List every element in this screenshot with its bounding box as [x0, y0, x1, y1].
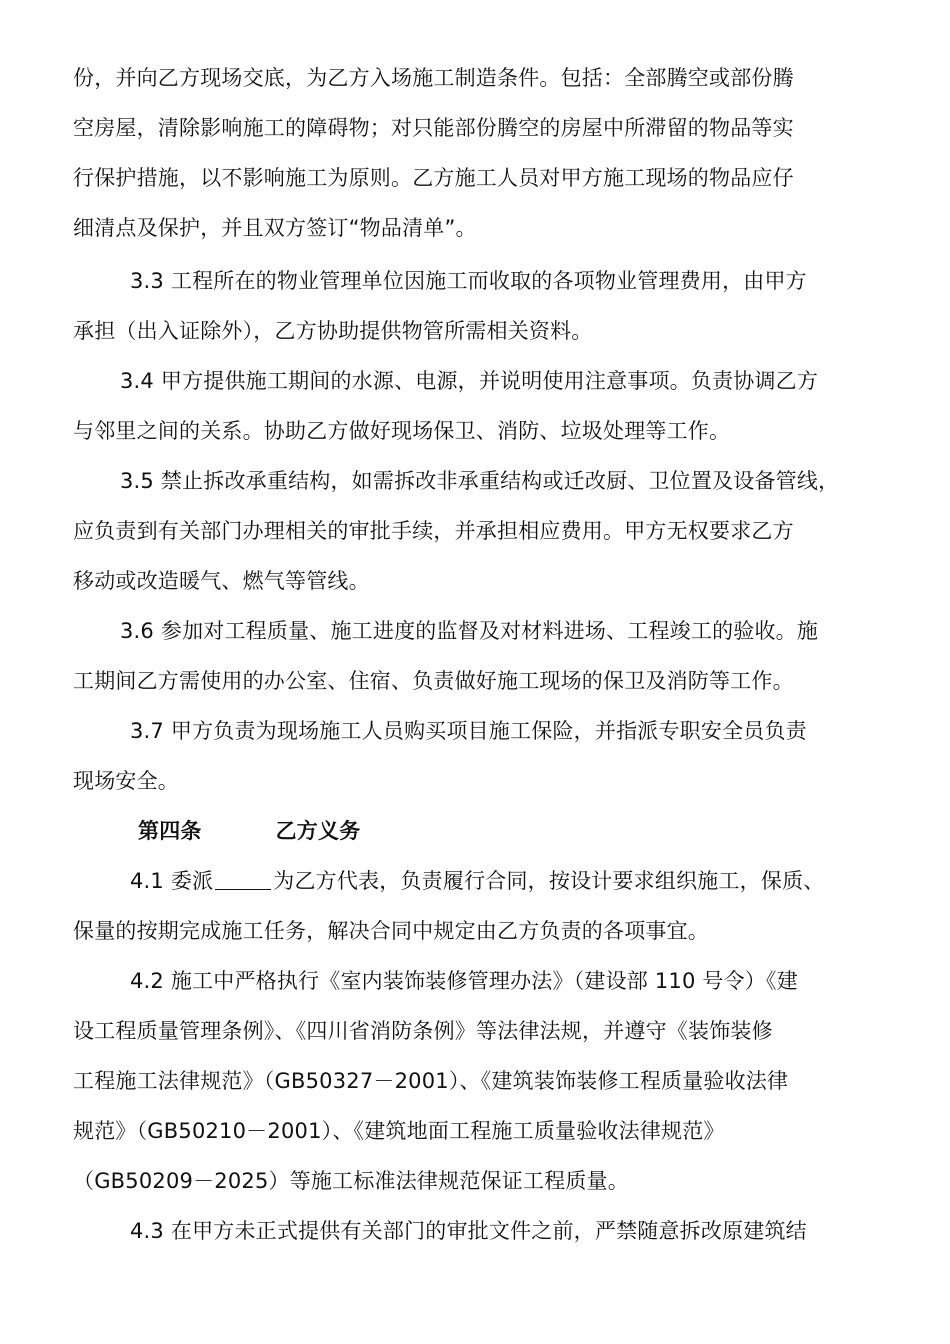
- clause-4-1: [130, 866, 824, 896]
- text-line: 应负责到有关部门办理相关的审批手续，并承担相应费用。甲方无权要求乙方: [73, 519, 794, 543]
- text-line: 工程施工法律规范》（GB50327－2001）、《建筑装饰装修工程质量验收法律: [73, 1069, 789, 1093]
- clause-3-4: 3.4 甲方提供施工期间的水源、电源，并说明使用注意事项。负责协调乙方: [120, 369, 819, 393]
- text-line: 工期间乙方需使用的办公室、住宿、负责做好施工现场的保卫及消防等工作。: [73, 669, 794, 693]
- text-line: 承担（出入证除外），乙方协助提供物管所需相关资料。: [73, 319, 593, 343]
- text-line: 规范》（GB50210－2001）、《建筑地面工程施工质量验收法律规范》: [73, 1119, 725, 1143]
- clause-3-6: 3.6 参加对工程质量、施工进度的监督及对材料进场、工程竣工的验收。施: [120, 619, 819, 643]
- text-line: （GB50209－2025）等施工标准法律规范保证工程质量。: [73, 1169, 629, 1193]
- text-line: 移动或改造暖气、燃气等管线。: [73, 569, 370, 593]
- text-line: 与邻里之间的关系。协助乙方做好现场保卫、消防、垃圾处理等工作。: [73, 419, 731, 443]
- text-line: 保量的按期完成施工任务，解决合同中规定由乙方负责的各项事宜。: [73, 919, 709, 943]
- text-line: 现场安全。: [73, 769, 179, 793]
- clause-3-5: 3.5 禁止拆改承重结构，如需拆改非承重结构或迁改厨、卫位置及设备管线，: [120, 469, 840, 493]
- representative-blank: [215, 869, 271, 890]
- section-title: 乙方义务: [275, 819, 361, 843]
- text-line: 空房屋，清除影响施工的障碍物；对只能部份腾空的房屋中所滞留的物品等实: [73, 116, 794, 140]
- clause-3-3: 3.3 工程所在的物业管理单位因施工而收取的各项物业管理费用，由甲方: [130, 269, 807, 293]
- text-line: 行保护措施，以不影响施工为原则。乙方施工人员对甲方施工现场的物品应仔: [73, 166, 794, 190]
- clause-4-1-suffix: 为乙方代表，负责履行合同，按设计要求组织施工，保质、: [273, 869, 825, 893]
- section-number: 第四条: [138, 819, 202, 843]
- section-heading: [138, 816, 360, 846]
- clause-4-1-prefix: 4.1 委派: [130, 869, 214, 893]
- clause-3-7: 3.7 甲方负责为现场施工人员购买项目施工保险，并指派专职安全员负责: [130, 719, 807, 743]
- text-line: 细清点及保护，并且双方签订“物品清单”。: [73, 216, 477, 240]
- text-line: 设工程质量管理条例》、《四川省消防条例》等法律法规，并遵守《装饰装修: [73, 1019, 773, 1043]
- clause-4-2: 4.2 施工中严格执行《室内装饰装修管理办法》（建设部 110 号令）《建: [130, 969, 798, 993]
- text-line: 份，并向乙方现场交底，为乙方入场施工制造条件。包括：全部腾空或部份腾: [73, 66, 794, 90]
- clause-4-3: 4.3 在甲方未正式提供有关部门的审批文件之前，严禁随意拆改原建筑结: [130, 1219, 807, 1243]
